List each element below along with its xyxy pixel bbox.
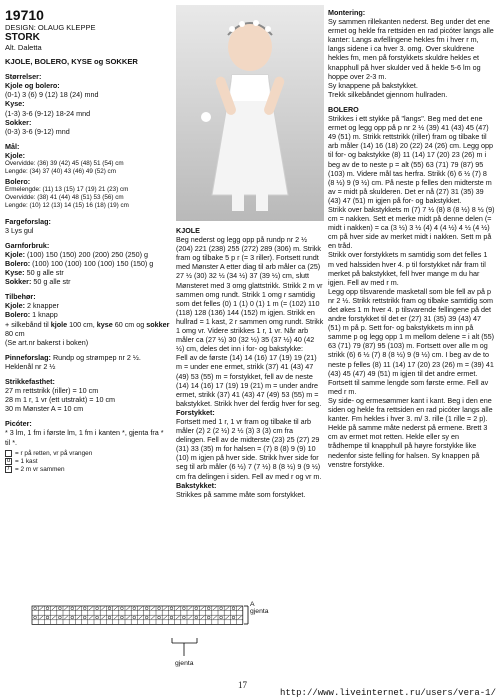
- bakstykket-heading: Bakstykket:: [176, 480, 217, 490]
- sizes-kyse: (1-3) 3-6 (9-12) 18-24 mnd: [5, 108, 91, 118]
- bolero-text: Strikkes i ett stykke på "langs". Beg med det ene ermet og legg opp på p nr 2 ½ (39) 41 (43) 45 (47) 49 (51) m. Strikk rettstrikk (riller) fram og tilbake til arb måler (14) 16 (18) 20 (22) 24 (26) cm. Legg opp til for- og bakstykke (8) 11 (14) 17 (20) 23 (26) m i beg av de to neste p = alt (55) 63 (71) 79 (87) 95 (103) m. Videre mål tas herfra. Strikk (6) 6 ½ (7) 8 (8 ½) 9 (9 ½) cm. På neste p felles den midterste m av = midt på skulderen. Det er nå (27) 31 (35) 39 (43) 47 (51) m igjen på for- og bakstykket.: [328, 114, 493, 205]
- yarn-bolero: Bolero: (100) 100 (100) 100 (100) 150 (150) g: [5, 258, 154, 268]
- yarn-heading: Garnforbruk:: [5, 240, 50, 250]
- montering-heading: Montering:: [328, 8, 366, 17]
- gauge-3: 30 m Mønster A = 10 cm: [5, 404, 84, 414]
- kjole-text-2: Fell av de første (14) 14 (16) 17 (19) 19 (21) m = under ene ermet, strikk (37) 41 (43) 47 (49) 53 (55) m = forstykket, fell av de neste (14) 14 (16) 17 (19) 19 (21) m = under andre ermet, strikk (37) 41 (43) 47 (49) 53 (55) m = bakstykket. Strikk hver del ferdig hver for seg.: [176, 353, 322, 408]
- legend-row: = r på retten, vr på vrangen: [5, 450, 170, 458]
- gauge-1: 27 m rettstrikk (riller) = 10 cm: [5, 386, 99, 396]
- left-column: [5, 8, 170, 474]
- right-column: [328, 8, 495, 469]
- sizes-socks-label: Sokker:: [5, 117, 32, 127]
- bolero-text-3: Strikk over forstykkets m samtidig som det felles 1 m ved halssiden hver 4. p til forstykket når fram til merket på bakstykket, fell hver mange m du har igjen. Fell av med r m.: [328, 250, 488, 287]
- montering-text-2: Sy knappene på bakstykket.: [328, 80, 418, 90]
- source-url: http://www.liveinternet.ru/users/vera-1/: [279, 688, 496, 698]
- acc-ribbon: + silkebånd til kjole 100 cm, kyse 60 cm og sokker 80 cm: [5, 319, 170, 338]
- kjole-text: Beg nederst og legg opp på rundp nr 2 ½ (204) 221 (238) 255 (272) 289 (306) m. Strikk fram og tilbake 5 p r (= 3 riller). Fortsett rundt med Mønster A etter diag til arb måler ca (25) 27 ½ (30) 32 ½ (34 ½) 37 (39 ½) cm, slutt Mønsteret med 3 omg glattstrikk. Strikk 2 m vr sammen omg rundt. Strikk 1 omg r samtidig som det felles (0) 1 (1) 0 (1) 1 m (= (102) 110 (118) 128 (136) 144 (152) m igjen. Strikk en hullrad = 1 kast, 2 r sammen omg rundt. Strikk 1 omg vr. Videre strikkes 1 r, 1 vr. Når arb måler ca (27 ½) 30 (32 ½) 35 (37 ½) 40 (42 ½) cm, deles det inn i for- og bakstykke:: [176, 235, 324, 354]
- sizes-kyse-label: Kyse:: [5, 99, 25, 109]
- purl-two-together-symbol-icon: /: [5, 466, 12, 473]
- middle-column: [176, 226, 324, 499]
- knit-symbol-icon: [5, 450, 12, 457]
- picot-text: * 3 lm, 1 fm i første lm, 1 fm i kanten *, gjenta fra * til *.: [5, 428, 164, 447]
- pattern-name: STORK: [5, 32, 40, 44]
- designer: DESIGN: OLAUG KLEPPE: [5, 23, 96, 32]
- forstykket-heading: Forstykket:: [176, 407, 215, 417]
- measures-dress-length: Lengde: (34) 37 (40) 43 (46) 49 (52) cm: [5, 168, 116, 176]
- chart-grid: [32, 606, 243, 624]
- accessories-heading: Tilbehør:: [5, 292, 36, 302]
- acc-bolero: Bolero: 1 knapp: [5, 310, 58, 320]
- sizes-heading: Størrelser:: [5, 72, 42, 82]
- knitting-chart: [30, 602, 260, 672]
- kjole-heading: KJOLE: [176, 226, 200, 235]
- legend-row: / = 2 m vr sammen: [5, 466, 170, 474]
- montering-text: Sy sammen rillekanten nederst. Beg under det ene ermet og hekle fra rettsiden en rad picóter langs alle kanter: Langs avfellingene hekles fm i hver r m, langs sidene i ca hver 3. omg. Over skuldrene hekles fm, men på forstykkets skuldre hekles et knapphull på hver skulder ved å hekle 5-6 lm og hoppe over 2-3 m.: [328, 17, 494, 81]
- bolero-heading: BOLERO: [328, 104, 359, 114]
- page-number: 17: [238, 680, 247, 690]
- product-photo: [176, 5, 324, 221]
- measures-dress-width: Overvidde: (36) 39 (42) 45 (48) 51 (54) cm: [5, 160, 124, 168]
- chart-label-a: A gjenta: [250, 601, 269, 615]
- repeat-bracket-a: [244, 606, 248, 624]
- pattern-number: 19710: [5, 7, 44, 23]
- needles: Pinneforslag: Rundp og strømpep nr 2 ½.: [5, 352, 141, 362]
- picot-heading: Picóter:: [5, 419, 32, 429]
- bolero-text-5: Sy side- og ermesømmer kant i kant. Beg i den ene siden og hekle fra rettsiden en rad picóter langs alle kanter. Fm hekles i hver 3. m/ 3. rille (1 rille = 2 p).: [328, 395, 493, 424]
- measures-bolero-sleeve: Ermelengde: (11) 13 (15) 17 (19) 21 (23) cm: [5, 185, 129, 193]
- measures-bolero-length: Lengde: (10) 12 (13) 14 (15) 16 (18) (19) cm: [5, 202, 129, 210]
- bolero-text-6: Hekle på samme måte nederst på ermene. Brett 3 cm av ermet mot retten. Hekle eller sy en trådhempe til knapphull på høyre forstykke like nedenfor siste felling for halsen. Sy knappen på venstre forstykke.: [328, 423, 488, 469]
- bakstykket-text: Strikkes på samme måte som forstykket.: [176, 489, 306, 499]
- needles-hook: Heklenål nr 2 ½: [5, 361, 56, 371]
- chart-legend: [5, 450, 170, 474]
- alt-colour: Alt. Daletta: [5, 43, 42, 53]
- repeat-bracket-b: [172, 638, 197, 656]
- acc-dress: Kjole: 2 knapper: [5, 301, 59, 311]
- yarn-dress: Kjole: (100) 150 (150) 200 (200) 250 (250) g: [5, 249, 149, 259]
- measures-heading: Mål:: [5, 141, 20, 151]
- bolero-text-4: Legg opp tilsvarende masketall som ble fell av på p nr 2 ½. Strikk rettstrikk fram og tilbake samtidig som det økes 1 m hver 4. p tilsvarende fellingene på det andre forstykket til det er (27) 31 (35) 39 (43) 47 (51) m på p. Sett for- og bakstykkets m inn på samme p og legg opp 1 m mellom delene = i alt (55) 63 (71) 79 (87) 95 (103) m. Fortsett over alle m og strikk (6) 6 ½ (7) 8 (8 ½) 9 (9 ½) cm. I beg av de to neste p felles (8) 11 (14) 17 (20) 23 (26) m = (39) 41 (43) 45 (47) 49 (51) m igjen til det andre ermet. Fortsett til samme lengde som første erme. Fell av med r m.: [328, 286, 494, 396]
- measures-dress-label: Kjole:: [5, 150, 25, 160]
- acc-note: (Se art.nr bakerst i boken): [5, 337, 89, 347]
- yarn-kyse: Kyse: 50 g alle str: [5, 268, 64, 278]
- measures-bolero-width: Overvidde: (38) 41 (44) 48 (51) 53 (56) cm: [5, 194, 124, 202]
- chart-label-b: gjenta: [175, 660, 194, 667]
- yarn-socks: Sokker: 50 g alle str: [5, 277, 71, 287]
- project-title: KJOLE, BOLERO, KYSE og SOKKER: [5, 57, 138, 67]
- sizes-socks: (0-3) 3-6 (9-12) mnd: [5, 126, 70, 136]
- forstykket-text: Fortsett med 1 r, 1 vr fram og tilbake til arb måler (2) 2 (2 ½) 2 ½ (3) 3 (3) cm fra delingen. Fell av de midterste (23) 25 (27) 29 (31) 33 (35) m for halsen = (7) 8 (8) 9 (9) 10 (10) m igjen på hver side. Strikk hver side for seg til arb måler (6 ½) 7 (7 ½) 8 (8 ½) 9 (9 ½) cm fra delingen i siden. Fell av med r og vr m.: [176, 416, 322, 481]
- legend-row: o = 1 kast: [6, 457, 38, 465]
- bolero-text-2: Strikk over bakstykkets m (7) 7 ½ (8) 8 (8 ½) 8 ½ (9) cm = nakken. Sett et merke midt på denne delen (= midt i nakken) = ca (3 ½) 3 ½ (4) 4 (4 ½) 4 ½ (4 ½) cm på hver side av merket midt i nakken. Sett m på en tråd.: [328, 204, 495, 251]
- colour-heading: Fargeforslag:: [5, 216, 51, 226]
- gauge-2: 28 m 1 r, 1 vr (ett utstrakt) = 10 cm: [5, 395, 116, 405]
- gauge-heading: Strikkefasthet:: [5, 377, 55, 387]
- montering-text-3: Trekk silkebåndet gjennom hullraden.: [328, 89, 448, 99]
- measures-bolero-label: Bolero:: [5, 176, 31, 186]
- colour-value: 3 Lys gul: [5, 225, 34, 235]
- sizes-dress-label: Kjole og bolero:: [5, 81, 60, 91]
- yarn-over-symbol-icon: o: [6, 458, 11, 465]
- sizes-dress: (0-1) 3 (6) 9 (12) 18 (24) mnd: [5, 90, 99, 100]
- baby-photo-illustration: [176, 5, 324, 221]
